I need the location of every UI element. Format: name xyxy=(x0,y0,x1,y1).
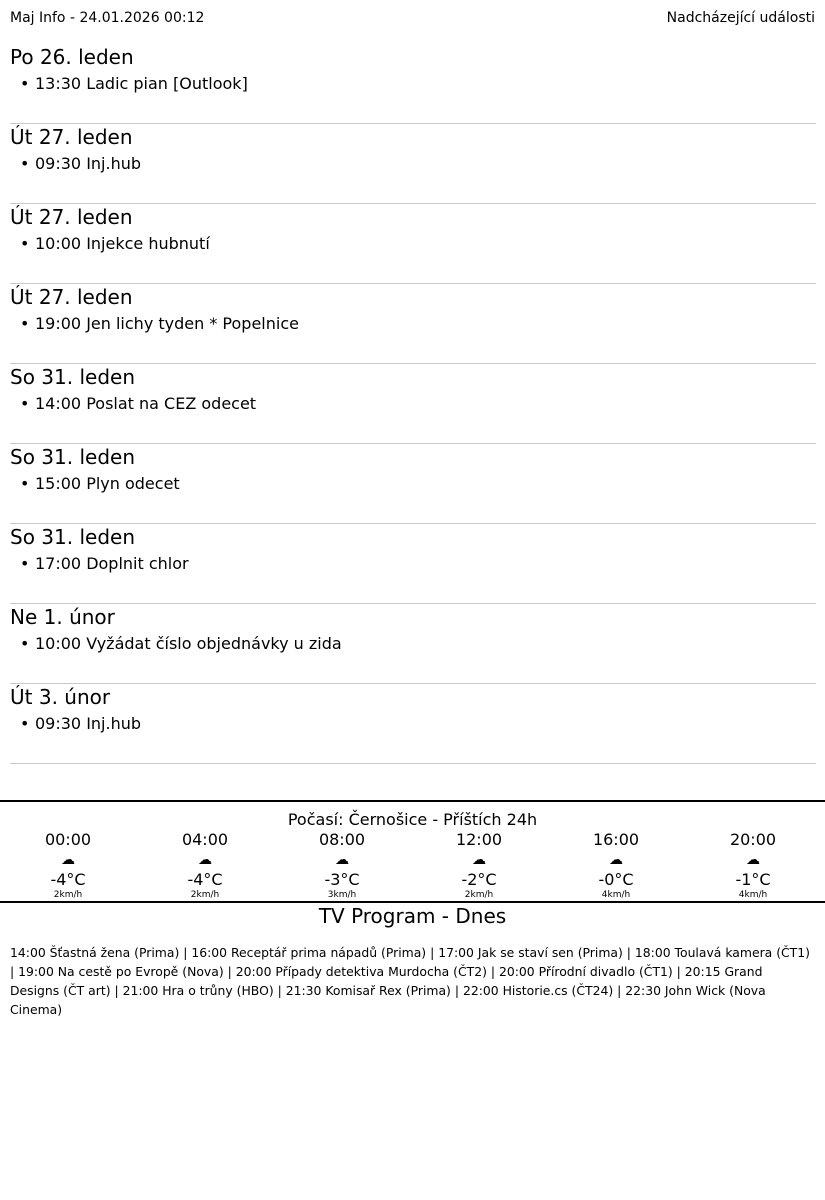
bullet-icon: • xyxy=(20,234,30,253)
event-text: 09:30 Inj.hub xyxy=(35,154,142,173)
forecast-wind: 2km/h xyxy=(464,890,494,900)
forecast-slot xyxy=(556,830,676,901)
bullet-icon: • xyxy=(20,314,30,333)
section-title: Nadcházející události xyxy=(666,10,815,26)
event-item xyxy=(10,204,816,284)
forecast-wind: 3km/h xyxy=(327,890,357,900)
forecast-slot xyxy=(8,830,128,901)
event-date: Út 3. únor xyxy=(10,685,111,709)
bullet-icon: • xyxy=(20,634,30,653)
event-text: 09:30 Inj.hub xyxy=(35,714,142,733)
bullet-icon: • xyxy=(20,714,30,733)
forecast-temperature: -2°C xyxy=(461,870,497,889)
forecast-wind: 2km/h xyxy=(53,890,83,900)
event-text: 19:00 Jen lichy tyden * Popelnice xyxy=(35,314,299,333)
cloud-icon: ☁ xyxy=(61,852,75,868)
event-date: So 31. leden xyxy=(10,525,135,549)
forecast-slot xyxy=(145,830,265,901)
forecast-temperature: -0°C xyxy=(598,870,634,889)
forecast-wind: 4km/h xyxy=(738,890,768,900)
forecast-slot xyxy=(282,830,402,901)
forecast-time: 20:00 xyxy=(729,830,777,849)
bullet-icon: • xyxy=(20,154,30,173)
forecast-temperature: -3°C xyxy=(324,870,360,889)
bullet-icon: • xyxy=(20,394,30,413)
tv-title: TV Program - Dnes xyxy=(318,904,507,928)
event-date: So 31. leden xyxy=(10,365,135,389)
event-text: 15:00 Plyn odecet xyxy=(35,474,180,493)
cloud-icon: ☁ xyxy=(609,852,623,868)
event-text: 13:30 Ladic pian [Outlook] xyxy=(35,74,248,93)
event-date: Po 26. leden xyxy=(10,45,134,69)
event-item xyxy=(10,604,816,684)
cloud-icon: ☁ xyxy=(472,852,486,868)
cloud-icon: ☁ xyxy=(198,852,212,868)
event-date: Ne 1. únor xyxy=(10,605,115,629)
forecast-time: 00:00 xyxy=(44,830,92,849)
bullet-icon: • xyxy=(20,554,30,573)
event-text: 17:00 Doplnit chlor xyxy=(35,554,189,573)
tv-listing: 14:00 Šťastná žena (Prima) | 16:00 Receptář prima nápadů (Prima) | 17:00 Jak se staví sen (Prima) | 18:00 Toulavá kamera (ČT1) | 19:00 Na cestě po Evropě (Nova) | 20:00 Případy detektiva Murdocha (ČT2) | 20:00 Přírodní divadlo (ČT1) | 20:15 Grand Designs (ČT art) | 21:00 Hra o trůny (HBO) | 21:30 Komisař Rex (Prima) | 22:00 Historie.cs (ČT24) | 22:30 John Wick (Nova Cinema) xyxy=(10,945,810,1017)
forecast-time: 16:00 xyxy=(592,830,640,849)
bullet-icon: • xyxy=(20,74,30,93)
event-item xyxy=(10,44,816,124)
cloud-icon: ☁ xyxy=(335,852,349,868)
event-item xyxy=(10,284,816,364)
event-item xyxy=(10,444,816,524)
forecast-wind: 4km/h xyxy=(601,890,631,900)
forecast-time: 04:00 xyxy=(181,830,229,849)
forecast-temperature: -4°C xyxy=(187,870,223,889)
page-header xyxy=(10,9,815,27)
forecast-time: 08:00 xyxy=(318,830,366,849)
event-item xyxy=(10,124,816,204)
weather-panel xyxy=(0,800,825,903)
event-date: So 31. leden xyxy=(10,445,135,469)
cloud-icon: ☁ xyxy=(746,852,760,868)
weather-forecast xyxy=(0,830,825,900)
forecast-temperature: -1°C xyxy=(735,870,771,889)
event-date: Út 27. leden xyxy=(10,205,133,229)
events-list xyxy=(10,44,816,764)
forecast-slot xyxy=(419,830,539,901)
weather-title: Počasí: Černošice - Příštích 24h xyxy=(287,810,538,829)
event-text: 14:00 Poslat na CEZ odecet xyxy=(35,394,257,413)
event-date: Út 27. leden xyxy=(10,125,133,149)
forecast-time: 12:00 xyxy=(455,830,503,849)
event-item xyxy=(10,364,816,444)
event-item xyxy=(10,684,816,764)
event-text: 10:00 Injekce hubnutí xyxy=(35,234,210,253)
app-title: Maj Info - 24.01.2026 00:12 xyxy=(10,10,205,26)
forecast-wind: 2km/h xyxy=(190,890,220,900)
forecast-temperature: -4°C xyxy=(50,870,86,889)
bullet-icon: • xyxy=(20,474,30,493)
forecast-slot xyxy=(693,830,813,901)
event-item xyxy=(10,524,816,604)
event-date: Út 27. leden xyxy=(10,285,133,309)
event-text: 10:00 Vyžádat číslo objednávky u zida xyxy=(35,634,342,653)
